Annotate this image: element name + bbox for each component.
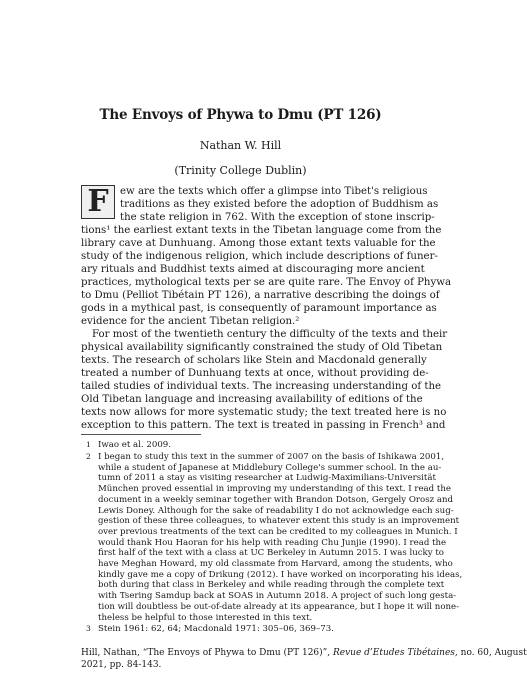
footnote-line: tion will doubtless be out-of-date already at its appearance, but I hope it will none- bbox=[98, 601, 460, 612]
footnote-line: both during that class in Berkeley and while reading through the complete text bbox=[98, 580, 445, 591]
footnote-line: with Tsering Samdup back at SOAS in Autumn 2018. A project of such long gesta- bbox=[98, 591, 457, 602]
footnote-line: kindly gave me a copy of Drikung (2012). I have worked on incorporating his ideas, bbox=[98, 569, 463, 580]
body-line: Old Tibetan language and increasing availability of editions of the bbox=[81, 394, 423, 405]
footnote-line: first half of the text with a class at UC Berkeley in Autumn 2015. I was lucky to bbox=[98, 548, 444, 559]
footnote-line: have Meghan Howard, my old classmate from Harvard, among the students, who bbox=[98, 559, 453, 569]
body-line: the state religion in 762. With the exception of stone inscrip- bbox=[120, 212, 435, 223]
body-line: library cave at Dunhuang. Among those extant texts valuable for the bbox=[81, 238, 436, 249]
footnote-line: München proved essential in improving my understanding of this text. I read the bbox=[98, 484, 451, 495]
body-line: exception to this pattern. The text is treated in passing in French³ and bbox=[81, 420, 446, 431]
footnote-line: while a student of Japanese at Middlebury College's summer school. In the au- bbox=[98, 462, 442, 473]
body-line: ary rituals and Buddhist texts aimed at discouraging more ancient bbox=[81, 264, 425, 275]
article-title: The Envoys of Phywa to Dmu (PT 126) bbox=[99, 107, 382, 123]
body-line: gods in a mythical past, is consequently of paramount importance as bbox=[81, 303, 437, 314]
body-line: ew are the texts which offer a glimpse into Tibet's religious bbox=[120, 186, 428, 197]
footnote-line: theless be helpful to those interested in this text. bbox=[98, 612, 313, 623]
footnote-line: Stein 1961: 62, 64; Macdonald 1971: 305–06, 369–73. bbox=[98, 624, 334, 634]
body-line: tions¹ the earliest extant texts in the Tibetan language come from the bbox=[81, 225, 442, 236]
footnote-line: over previous treatments of the text can be credited to my colleagues in Munich. I bbox=[98, 526, 458, 537]
footnote-rule bbox=[81, 434, 201, 435]
body-line: study of the indigenous religion, which include descriptions of funer- bbox=[81, 251, 438, 262]
footnote-number: 3 bbox=[86, 624, 91, 633]
body-line: to Dmu (Pelliot Tibétain PT 126), a narrative describing the doings of bbox=[81, 290, 440, 301]
author-affiliation: (Trinity College Dublin) bbox=[174, 164, 307, 177]
body-line: practices, mythological texts per se are quite rare. The Envoy of Phywa bbox=[81, 277, 452, 288]
body-line: For most of the twentieth century the difficulty of the texts and their bbox=[92, 329, 448, 340]
body-line: texts. The research of scholars like Stein and Macdonald generally bbox=[81, 355, 427, 366]
citation-line bbox=[81, 648, 527, 660]
citation-rest: , no. 60, August bbox=[454, 648, 527, 658]
body-line: treated a number of Dunhuang texts at once, without providing de- bbox=[81, 368, 429, 379]
footnote-number: 2 bbox=[86, 452, 91, 461]
body-line: tailed studies of individual texts. The increasing understanding of the bbox=[81, 381, 442, 392]
drop-cap-letter: F bbox=[87, 184, 109, 219]
footnote-line: document in a weekly seminar together with Brandon Dotson, Gergely Orosz and bbox=[98, 494, 454, 505]
footnote-line: Lewis Doney. Although for the sake of readability I do not acknowledge each sug- bbox=[98, 505, 454, 516]
author-name: Nathan W. Hill bbox=[199, 139, 282, 152]
citation-line: 2021, pp. 84-143. bbox=[81, 659, 162, 670]
footnote-line: I began to study this text in the summer of 2007 on the basis of Ishikawa 2001, bbox=[98, 452, 445, 462]
body-line: physical availability significantly constrained the study of Old Tibetan bbox=[81, 342, 443, 353]
body-line: texts now allows for more systematic study; the text treated here is no bbox=[81, 407, 447, 418]
citation-journal: Revue d’Etudes Tibétaines bbox=[333, 648, 455, 658]
footnote-line: would thank Hou Haoran for his help with reading Chu Junjie (1990). I read the bbox=[98, 537, 447, 548]
footnote-line: tumn of 2011 a stay as visiting researcher at Ludwig-Maximilians-Universität bbox=[98, 473, 436, 484]
footnote-line: Iwao et al. 2009. bbox=[98, 440, 171, 450]
drop-cap bbox=[81, 185, 115, 219]
citation-prefix: Hill, Nathan, “The Envoys of Phywa to Dmu (PT 126)”, bbox=[81, 648, 333, 658]
footnote-line: gestion of these three colleagues, to whatever extent this study is an improvement bbox=[98, 516, 460, 527]
footnote-number: 1 bbox=[86, 440, 91, 449]
body-line: evidence for the ancient Tibetan religion.² bbox=[81, 316, 300, 327]
body-line: traditions as they existed before the adoption of Buddhism as bbox=[120, 199, 439, 210]
